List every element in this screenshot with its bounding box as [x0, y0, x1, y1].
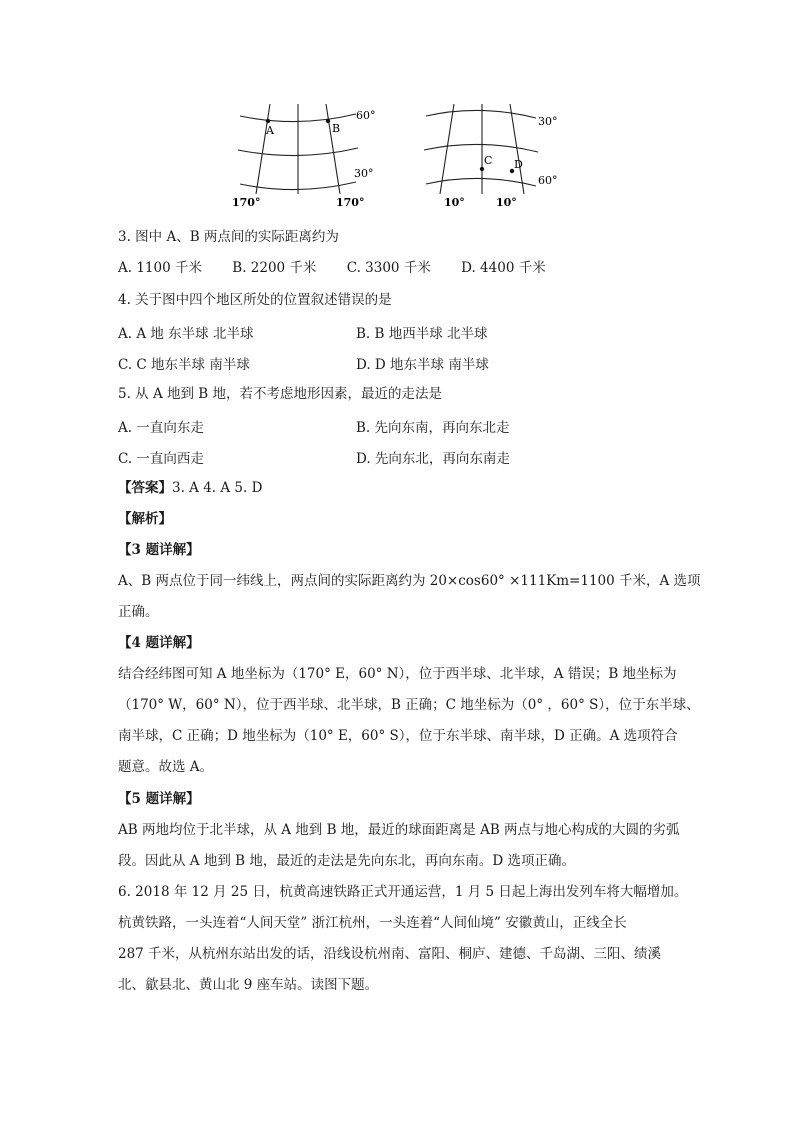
q3-option-a: A. 1100 千米 — [118, 260, 202, 276]
detail4-line3: 南半球，C 正确；D 地坐标为（10° E，60° S），位于东半球、南半球，D 正确。A 选项符合 — [118, 728, 678, 744]
q3-option-d: D. 4400 千米 — [461, 260, 546, 276]
q4-option-d: D. D 地东半球 南半球 — [356, 357, 489, 373]
q6-line2: 杭黄铁路，一头连着“人间天堂” 浙江杭州，一头连着“人间仙境” 安徽黄山，正线全长 — [118, 915, 627, 931]
point-b-marker — [326, 119, 330, 123]
q4-stem: 4. 关于图中四个地区所处的位置叙述错误的是 — [118, 292, 392, 308]
q4-option-b: B. B 地西半球 北半球 — [356, 326, 488, 342]
lat-top-label: 30° — [538, 115, 558, 128]
q5-option-c: C. 一直向西走 — [118, 451, 204, 467]
lat-bottom-label: 30° — [354, 167, 374, 180]
graticule-figure-right — [418, 100, 568, 210]
detail3-title: 【3 题详解】 — [118, 542, 200, 558]
point-d-label: D — [514, 158, 523, 171]
q6-line1: 6. 2018 年 12 月 25 日，杭黄高速铁路正式开通运营，1 月 5 日起上海出发列车将大幅增加。 — [118, 884, 688, 900]
q4-option-a: A. A 地 东半球 北半球 — [118, 326, 254, 342]
detail4-line2: （170° W，60° N），位于西半球、北半球，B 正确；C 地坐标为（0° ，60° S），位于东半球、 — [118, 697, 700, 713]
lat-top-label: 60° — [356, 109, 376, 122]
q6-line3: 287 千米，从杭州东站出发的话，沿线设杭州南、富阳、桐庐、建德、千岛湖、三阳、绩溪 — [118, 946, 662, 962]
q5-option-d: D. 先向东北，再向东南走 — [356, 451, 510, 467]
detail5-title: 【5 题详解】 — [118, 791, 200, 807]
point-a-label: A — [266, 124, 274, 137]
analysis-label: 【解析】 — [118, 511, 172, 527]
q5-option-a: A. 一直向东走 — [118, 420, 204, 436]
detail5-line2: 段。因此从 A 地到 B 地，最近的走法是先向东北，再向东南。D 选项正确。 — [118, 853, 575, 869]
answer-label: 【答案】 — [118, 480, 172, 496]
q5-stem: 5. 从 A 地到 B 地，若不考虑地形因素，最近的走法是 — [118, 386, 443, 402]
q3-option-b: B. 2200 千米 — [232, 260, 317, 276]
parallel-mid — [424, 144, 538, 152]
q6-line4: 北、歙县北、黄山北 9 座车站。读图下题。 — [118, 977, 379, 993]
detail4-line4: 题意。故选 A。 — [118, 759, 214, 775]
detail5-line1: AB 两地均位于北半球，从 A 地到 B 地，最近的球面距离是 AB 两点与地心构成的大圆的劣弧 — [118, 822, 680, 838]
parallel-30 — [426, 110, 536, 118]
lat-bottom-label: 60° — [538, 174, 558, 187]
lon-right-label: 170° — [336, 196, 365, 209]
point-c-marker — [480, 167, 484, 171]
lon-left-label: 170° — [232, 196, 261, 209]
detail3-line1: A、B 两点位于同一纬线上，两点间的实际距离约为 20×cos60° ×111Km=1100 千米，A 选项 — [118, 573, 701, 589]
lon-left-label: 10° — [444, 196, 465, 209]
lon-right-label: 10° — [496, 196, 517, 209]
answer-line — [118, 478, 262, 498]
meridian-left — [256, 104, 270, 194]
point-b-label: B — [332, 122, 341, 135]
q4-option-c: C. C 地东半球 南半球 — [118, 357, 250, 373]
graticule-figure-left — [228, 100, 398, 210]
q3-option-c: C. 3300 千米 — [346, 260, 431, 276]
detail3-line2: 正确。 — [118, 604, 159, 620]
point-a-marker — [266, 119, 270, 123]
q5-option-b: B. 先向东南，再向东北走 — [356, 420, 510, 436]
point-c-label: C — [484, 154, 493, 167]
detail4-line1: 结合经纬图可知 A 地坐标为（170° E，60° N），位于西半球、北半球，A 错误；B 地坐标为 — [118, 666, 677, 682]
q3-options — [118, 258, 572, 278]
detail4-title: 【4 题详解】 — [118, 635, 200, 651]
q3-stem: 3. 图中 A、B 两点间的实际距离约为 — [118, 229, 339, 245]
answer-text: 3. A 4. A 5. D — [172, 480, 263, 496]
